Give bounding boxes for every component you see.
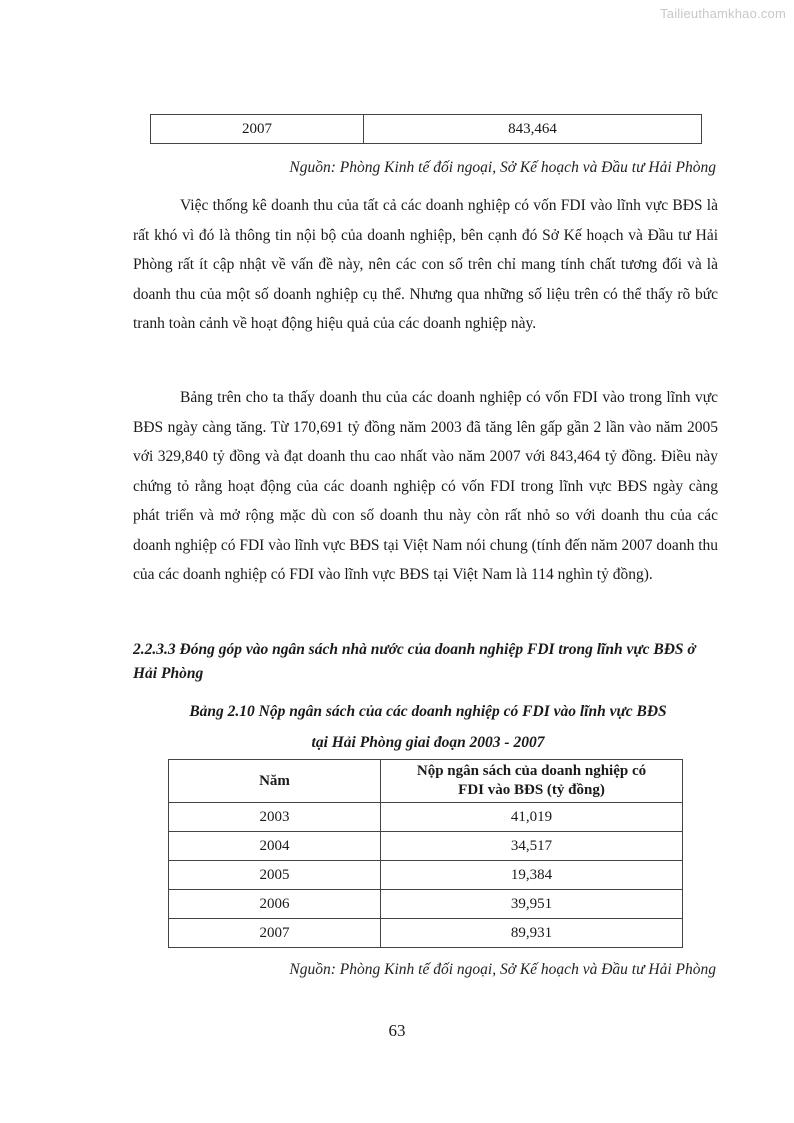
- value-cell: 89,931: [381, 919, 683, 948]
- watermark: Tailieuthamkhao.com: [660, 6, 786, 21]
- page-number: 63: [388, 1021, 406, 1040]
- paragraph: [133, 191, 718, 339]
- paragraph: [133, 383, 718, 590]
- table-row: [169, 832, 683, 861]
- table-caption: tại Hải Phòng giai đoạn 2003 - 2007: [311, 734, 545, 751]
- column-header-year: Năm: [169, 760, 381, 803]
- year-cell: 2007: [169, 919, 381, 948]
- value-cell: 34,517: [381, 832, 683, 861]
- value-cell: 19,384: [381, 861, 683, 890]
- table-row: [169, 890, 683, 919]
- year-cell: 2005: [169, 861, 381, 890]
- section-heading: 2.2.3.3 Đóng góp vào ngân sách nhà nước của doanh nghiệp FDI trong lĩnh vực BĐS ở Hải Phòng: [133, 641, 696, 682]
- column-header-value: [381, 760, 683, 803]
- year-cell: 2003: [169, 803, 381, 832]
- table-header-row: [169, 760, 683, 803]
- previous-table-last-row: [150, 114, 702, 144]
- year-cell: 2006: [169, 890, 381, 919]
- value-cell: 843,464: [364, 115, 702, 144]
- source-note: Nguồn: Phòng Kinh tế đối ngoại, Sở Kế hoạch và Đầu tư Hải Phòng: [289, 159, 716, 176]
- table-row: [169, 919, 683, 948]
- table-caption: Bảng 2.10 Nộp ngân sách của các doanh nghiệp có FDI vào lĩnh vực BĐS: [189, 703, 667, 720]
- budget-table: [168, 759, 683, 948]
- table-row: [169, 861, 683, 890]
- header-line: FDI vào BĐS (tỷ đồng): [458, 782, 605, 798]
- paragraph-text: Bảng trên cho ta thấy doanh thu của các doanh nghiệp có vốn FDI vào trong lĩnh vực BĐS ngày càng tăng. Từ 170,691 tỷ đồng năm 2003 đã tăng lên gấp gần 2 lần vào năm 2005 với 329,840 tỷ đồng và đạt doanh thu cao nhất vào năm 2007 với 843,464 tỷ đồng. Điều này chứng tỏ rằng hoạt động của các doanh nghiệp có vốn FDI trong lĩnh vực BĐS ngày càng phát triển và mở rộng mặc dù con số doanh thu này còn rất nhỏ so với doanh thu của các doanh nghiệp có FDI vào lĩnh vực BĐS tại Việt Nam nói chung (tính đến năm 2007 doanh thu của các doanh nghiệp có FDI vào lĩnh vực BĐS tại Việt Nam là 114 nghìn tỷ đồng).: [133, 389, 718, 583]
- value-cell: 41,019: [381, 803, 683, 832]
- header-line: Nộp ngân sách của doanh nghiệp có: [416, 763, 647, 779]
- year-cell: 2004: [169, 832, 381, 861]
- table-row: [151, 115, 702, 144]
- value-cell: 39,951: [381, 890, 683, 919]
- year-cell: 2007: [151, 115, 364, 144]
- paragraph-text: Việc thống kê doanh thu của tất cả các doanh nghiệp có vốn FDI vào lĩnh vực BĐS là rất khó vì đó là thông tin nội bộ của doanh nghiệp, bên cạnh đó Sở Kế hoạch và Đầu tư Hải Phòng rất ít cập nhật về vấn đề này, nên các con số trên chỉ mang tính chất tương đối và là doanh thu của một số doanh nghiệp cụ thể. Nhưng qua những số liệu trên có thể thấy rõ bức tranh toàn cảnh về hoạt động hiệu quả của các doanh nghiệp này.: [133, 197, 718, 332]
- source-note: Nguồn: Phòng Kinh tế đối ngoại, Sở Kế hoạch và Đầu tư Hải Phòng: [289, 961, 716, 978]
- table-row: [169, 803, 683, 832]
